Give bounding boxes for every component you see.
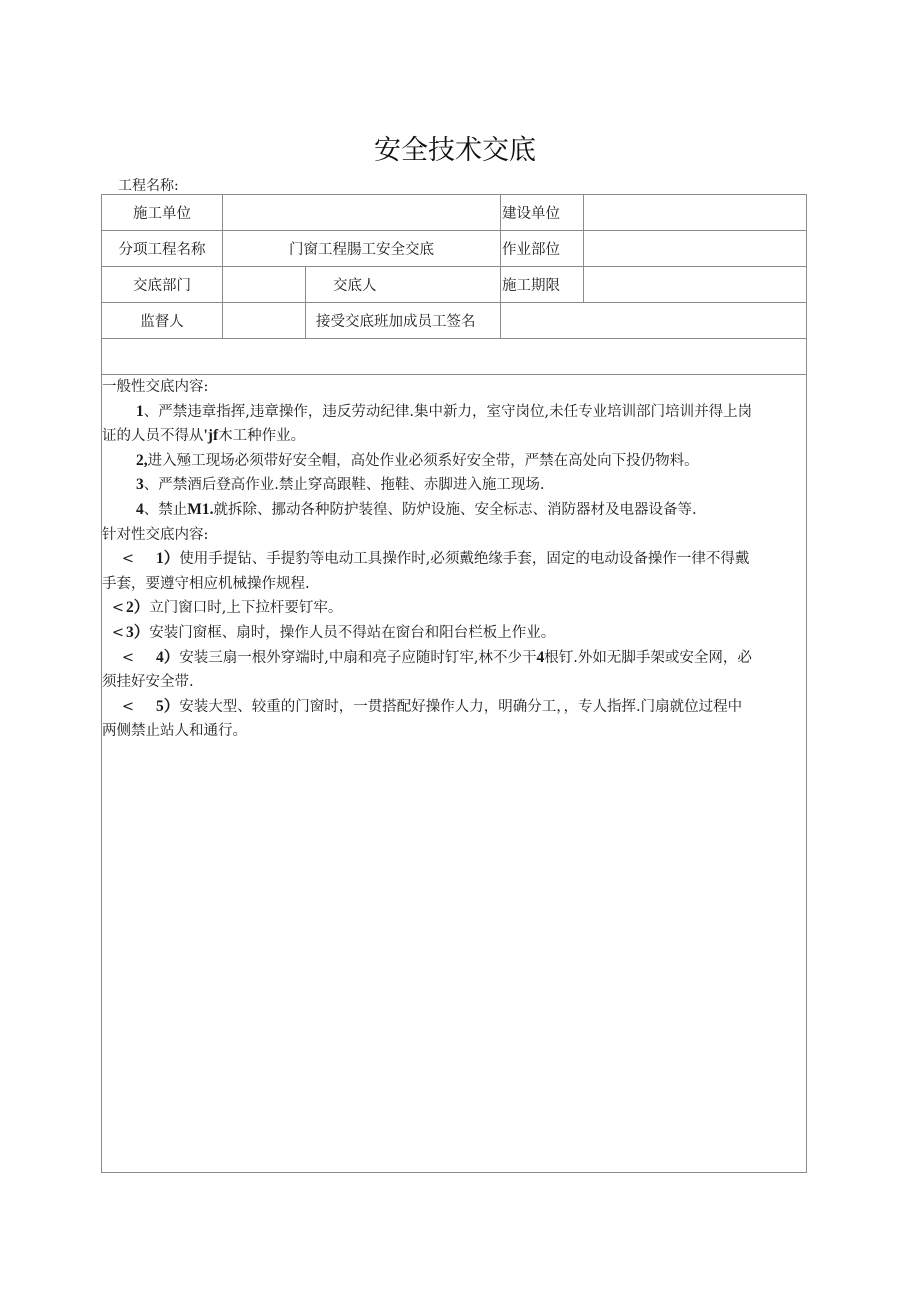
- document-title: 安全技术交底: [374, 135, 536, 166]
- construction-unit-label: 施工单位: [102, 195, 223, 231]
- period-field[interactable]: [584, 267, 807, 303]
- briefing-content: [102, 375, 806, 744]
- specific-item-4: [102, 646, 806, 671]
- department-label: 交底部门: [102, 267, 223, 303]
- item-text: 立门窗口时,上下拉杆要钉牢。: [149, 600, 343, 617]
- specific-item-1: [102, 547, 806, 572]
- item-number: 1: [136, 402, 144, 420]
- item-text: 安装门窗框、扇时，操作人员不得站在窗台和阳台栏板上作业。: [149, 624, 556, 641]
- specific-item-5-cont: 两侧禁止站人和通行。: [102, 723, 247, 740]
- signature-label: 接受交底班加成员工签名: [306, 303, 501, 339]
- table-row: [102, 267, 807, 303]
- item-number: 3: [136, 476, 144, 494]
- work-location-label: 作业部位: [501, 231, 584, 267]
- specific-item-4-cont: 须挂好安全带.: [102, 674, 194, 691]
- item-text: 、严禁酒后登高作业.禁止穿高跟鞋、拖鞋、赤脚进入施工现场.: [143, 477, 545, 494]
- work-location-field[interactable]: [584, 231, 807, 267]
- briefing-content-cell: [102, 375, 807, 1173]
- construction-unit-field[interactable]: [223, 195, 501, 231]
- specific-item-2: [102, 596, 806, 621]
- marker: <: [121, 551, 135, 568]
- safety-briefing-table: [101, 194, 807, 1173]
- item-text: 木工种作业。: [218, 428, 306, 445]
- general-item-1-cont: [102, 424, 806, 449]
- general-heading: 一般性交底内容:: [102, 379, 209, 395]
- sub-project-label: 分项工程名称: [102, 231, 223, 267]
- supervisor-label: 监督人: [102, 303, 223, 339]
- item-text: 安装三扇一根外穿端时,中扇和亮子应随时钉牢,林不少干: [179, 649, 537, 666]
- item-number: 1）: [156, 550, 180, 568]
- item-text: 进入殛工现场必须带好安全帽，高处作业必须系好安全带，严禁在高处向下投仍物料。: [147, 452, 699, 469]
- item-text-bold: 4: [536, 648, 545, 666]
- table-row: [102, 303, 807, 339]
- project-name-label: 工程名称:: [118, 178, 179, 194]
- general-item-1: [102, 400, 806, 425]
- item-text: 安装大型、较重的门窗时，一贯搭配好操作人力，明确分工，，专人指挥.门扇就位过程中: [179, 698, 743, 715]
- specific-item-3: [102, 621, 806, 646]
- item-text: 使用手提钻、手提豹等电动工具操作时,必须戴绝缘手套，固定的电动设备操作一律不得戴: [179, 551, 750, 568]
- item-number: 5）: [156, 697, 180, 715]
- builder-unit-field[interactable]: [584, 195, 807, 231]
- supervisor-field[interactable]: [223, 303, 306, 339]
- department-field[interactable]: [223, 267, 306, 303]
- item-text: 、严禁违章指挥,违章操作，违反劳动纪律.集中新力，室守岗位,未任专业培训部门培训并得上岗: [143, 403, 753, 420]
- specific-heading: 针对性交底内容:: [102, 526, 209, 543]
- marker: <: [111, 600, 125, 617]
- marker: <: [121, 649, 135, 666]
- builder-unit-label: 建设单位: [501, 195, 584, 231]
- item-number: 4: [136, 500, 144, 518]
- blank-row[interactable]: [102, 339, 807, 375]
- sub-project-field[interactable]: 门窗工程腸工安全交底: [223, 231, 501, 267]
- item-number: 4）: [156, 648, 180, 666]
- table-row: [102, 195, 807, 231]
- item-number: 2,: [136, 451, 148, 469]
- table-row: [102, 231, 807, 267]
- specific-item-1-cont: 手套，要遵守相应机械操作规程.: [102, 575, 310, 592]
- marker: <: [121, 698, 135, 715]
- item-number: 3）: [126, 623, 150, 641]
- marker: <: [111, 624, 125, 641]
- item-text: 证的人员不得从: [102, 428, 204, 445]
- general-item-4: [102, 498, 806, 523]
- table-row: [102, 375, 807, 1173]
- presenter-label: 交底人: [306, 267, 501, 303]
- general-item-3: [102, 473, 806, 498]
- table-row: [102, 339, 807, 375]
- period-label: 施工期限: [501, 267, 584, 303]
- signature-field[interactable]: [501, 303, 807, 339]
- specific-item-5: [102, 695, 806, 720]
- item-text-bold: 'jf: [203, 427, 219, 445]
- general-item-2: [102, 449, 806, 474]
- item-text: 、禁止: [143, 501, 188, 518]
- item-text: 就拆除、挪动各种防护装徨、防炉设施、安全标志、消防器材及电器设备等.: [213, 501, 697, 518]
- item-number: 2）: [126, 599, 150, 617]
- item-text: 根钉.外如无脚手架或安全网，必: [544, 649, 752, 666]
- item-text-bold: M1.: [187, 500, 214, 518]
